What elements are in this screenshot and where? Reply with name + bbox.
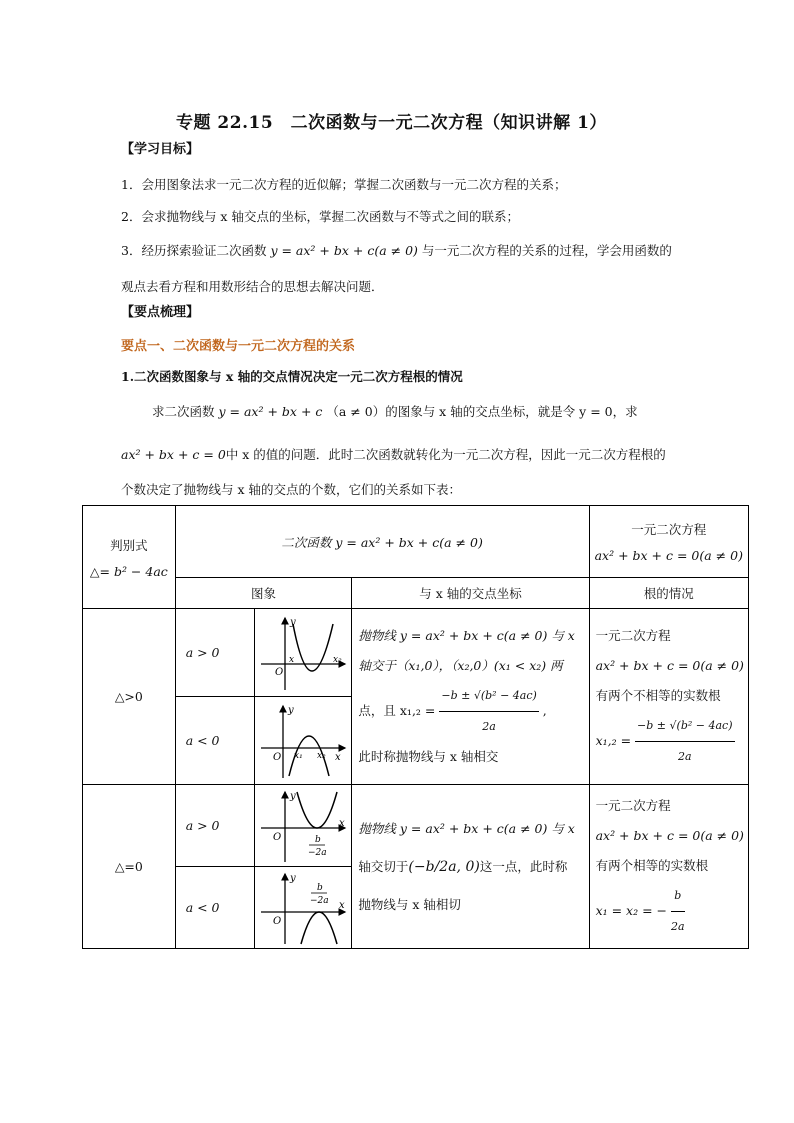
vertex-num: b [317,882,324,893]
x-label: x [339,817,346,829]
page-title: 专题 22.15 二次函数与一元二次方程（知识讲解 1） [176,113,607,133]
origin-label: O [273,831,282,843]
goals-header: 【学习目标】 [121,142,200,157]
point1-para-3: 个数决定了抛物线与 x 轴的交点的个数，它们的关系如下表： [121,482,461,497]
x1-label: x [289,654,295,665]
points-header: 【要点梳理】 [121,305,200,320]
graph-upward-one-root [255,785,352,867]
goal-3: 3．经历探索验证二次函数 y = ax² + bx + c(a ≠ 0) 与一元二次方程的关系的过程，学会用函数的 [121,243,672,258]
y-label: y [290,616,297,628]
graph-downward-two-roots [255,697,352,785]
point1-sub: 1.二次函数图象与 x 轴的交点情况决定一元二次方程根的情况 [121,369,463,384]
goal-2: 2．会求抛物线与 x 轴交点的坐标，掌握二次函数与不等式之间的联系； [121,209,519,224]
origin-label: O [273,915,282,927]
vertex-den: −2a [310,895,330,906]
graph-downward-one-root [255,867,352,949]
graph-header: 图象 [175,578,352,609]
parabola-down-tangent [301,912,337,944]
origin-label: O [273,751,282,763]
relation-table [82,505,749,949]
point1-para-1: 求二次函数 y = ax² + bx + c （a ≠ 0）的图象与 x 轴的交点坐标，就是令 y = 0，求 [152,404,638,419]
intersection-zero: 抛物线 y = ax² + bx + c(a ≠ 0) 与 x 轴交切于(−b/2a, 0)这一点，此时称 抛物线与 x 轴相切 [352,785,589,949]
intersection-positive: 抛物线 y = ax² + bx + c(a ≠ 0) 与 x 轴交于（x₁,0），（x₂,0）(x₁ < x₂) 两 点，且 x₁,₂ = $\frac{\text{−b ± √(b² − 4ac)}}{2a}$ , 此时称抛物线与 x 轴相交 [352,609,589,785]
x2-label: x₂ [333,654,343,665]
x-label: x [335,751,342,763]
vertex-den: −2a [308,847,328,858]
x-label: x [339,899,346,911]
roots-positive: 一元二次方程 ax² + bx + c = 0(a ≠ 0) 有两个不相等的实数根 x₁,₂ = $\frac{\text{−b ± √(b² − 4ac)}}{2a}$ [589,609,748,785]
func-header: 二次函数 y = ax² + bx + c(a ≠ 0) [175,506,589,578]
roots-header: 根的情况 [589,578,748,609]
point1-heading: 要点一、二次函数与一元二次方程的关系 [121,339,356,354]
point1-para-2: ax² + bx + c = 0中 x 的值的问题．此时二次函数就转化为一元二次方程，因此一元二次方程根的 [121,447,666,462]
vertex-num: b [315,834,322,845]
eq-header: 一元二次方程 ax² + bx + c = 0(a ≠ 0) [589,506,748,578]
cond-a-positive: a > 0 [175,609,255,697]
intersection-header: 与 x 轴的交点坐标 [352,578,589,609]
goal-1: 1．会用图象法求一元二次方程的近似解；掌握二次函数与一元二次方程的关系； [121,177,567,192]
disc-zero: △=0 [83,785,176,949]
cond-a-zero: a > 0 [175,785,255,867]
y-label: y [290,872,297,884]
cond-b-positive: a < 0 [175,697,255,785]
graph-upward-two-roots [255,609,352,697]
y-label: y [288,704,295,716]
parabola-up-tangent [297,792,337,828]
y-label: y [290,790,297,802]
origin-label: O [275,666,284,678]
disc-header: 判别式 △= b² − 4ac [83,506,176,609]
x1-label: x₁ [294,750,304,761]
cond-b-zero: a < 0 [175,867,255,949]
disc-positive: △>0 [83,609,176,785]
x2-label: x₂ [317,750,327,761]
roots-zero: 一元二次方程 ax² + bx + c = 0(a ≠ 0) 有两个相等的实数根 x₁ = x₂ = − $\frac{b}{2a}$ [589,785,748,949]
goal-3-cont: 观点去看方程和用数形结合的思想去解决问题． [121,279,384,294]
